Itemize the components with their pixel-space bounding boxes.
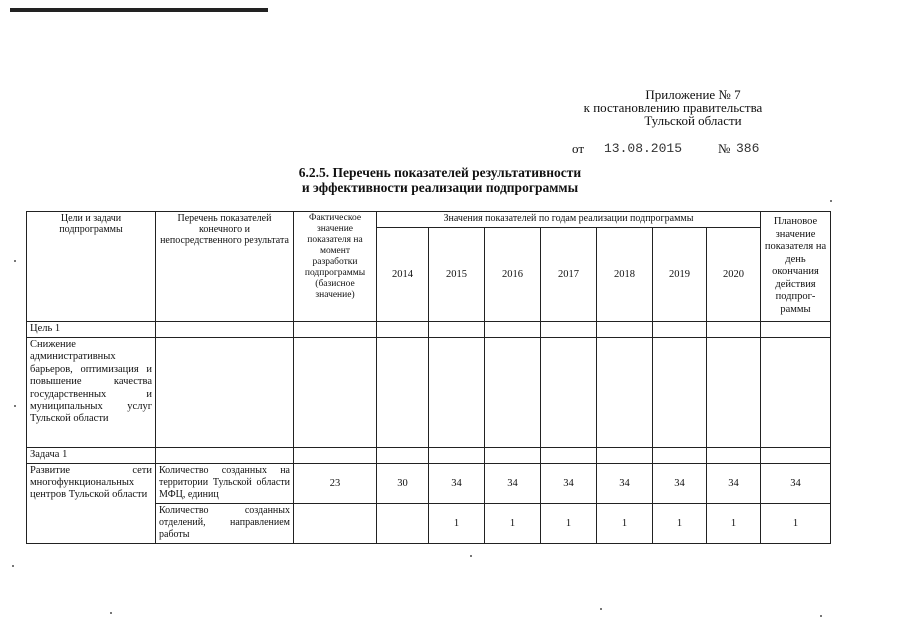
indicator-2-2018: 1 <box>597 504 653 544</box>
indicator-1-2015: 34 <box>429 464 485 504</box>
year-2017: 2017 <box>541 228 597 322</box>
page-title <box>240 165 640 195</box>
scan-speck <box>14 405 16 407</box>
year-2018: 2018 <box>597 228 653 322</box>
annex-number: Приложение № 7 <box>645 87 741 102</box>
indicator-1-2018: 34 <box>597 464 653 504</box>
indicator-1-2016: 34 <box>485 464 541 504</box>
header-actual: Фактическое значение показателя на момент разработки подпрограммы (базисное значение) <box>294 212 377 322</box>
scan-speck <box>12 565 14 567</box>
annex-header <box>568 88 778 127</box>
year-2016: 2016 <box>485 228 541 322</box>
scan-speck <box>600 608 602 610</box>
task-label: Задача 1 <box>27 448 156 464</box>
header-planned: Плановое значение показателя на день окончания действия подпрог-раммы <box>761 212 831 322</box>
decree-number: 386 <box>736 141 760 156</box>
indicator-1-name: Количество созданных на территории Тульской области МФЦ, единиц <box>156 464 294 504</box>
year-2015: 2015 <box>429 228 485 322</box>
title-line-2: и эффективности реализации подпрограммы <box>301 180 579 195</box>
goal-text: Снижение административных барьеров, оптимизация и повышение качества государственных и муниципальных услуг Тульской области <box>27 338 156 448</box>
year-2020: 2020 <box>707 228 761 322</box>
table-row <box>27 464 831 504</box>
indicator-1-2019: 34 <box>653 464 707 504</box>
indicator-2-2020: 1 <box>707 504 761 544</box>
annex-decree: к постановлению правительства <box>583 100 763 115</box>
indicator-2-2017: 1 <box>541 504 597 544</box>
indicator-2-planned: 1 <box>761 504 831 544</box>
goal-text-row <box>27 338 831 448</box>
indicator-2-2016: 1 <box>485 504 541 544</box>
indicator-1-planned: 34 <box>761 464 831 504</box>
number-label: № <box>718 141 731 156</box>
scan-speck <box>830 200 832 202</box>
decree-date: 13.08.2015 <box>604 141 683 156</box>
title-line-1: 6.2.5. Перечень показателей результативности <box>298 165 582 180</box>
annex-region: Тульской области <box>644 113 742 128</box>
scan-speck <box>820 615 822 617</box>
header-goals: Цели и задачи подпрограммы <box>27 212 156 322</box>
indicator-2-name: Количество созданных отделений, направлением работы <box>156 504 294 544</box>
year-2019: 2019 <box>653 228 707 322</box>
header-by-years: Значения показателей по годам реализации подпрограммы <box>377 212 761 228</box>
indicators-table <box>26 211 831 544</box>
goal-label-row <box>27 322 831 338</box>
indicator-1-2014: 30 <box>377 464 429 504</box>
scan-edge-mark <box>10 8 268 12</box>
scan-speck <box>110 612 112 614</box>
task-text: Развитие сети многофункциональных центров Тульской области <box>27 464 156 544</box>
scan-speck <box>470 555 472 557</box>
year-2014: 2014 <box>377 228 429 322</box>
indicator-2-2014 <box>377 504 429 544</box>
indicator-2-2019: 1 <box>653 504 707 544</box>
indicator-1-2020: 34 <box>707 464 761 504</box>
goal-label: Цель 1 <box>27 322 156 338</box>
indicator-2-2015: 1 <box>429 504 485 544</box>
indicator-2-actual <box>294 504 377 544</box>
scan-speck <box>14 260 16 262</box>
header-indicators: Перечень показателей конечного и непосредственного результата <box>156 212 294 322</box>
date-prefix: от <box>572 141 585 156</box>
indicator-1-actual: 23 <box>294 464 377 504</box>
header-row <box>27 212 831 228</box>
task-label-row <box>27 448 831 464</box>
indicator-1-2017: 34 <box>541 464 597 504</box>
